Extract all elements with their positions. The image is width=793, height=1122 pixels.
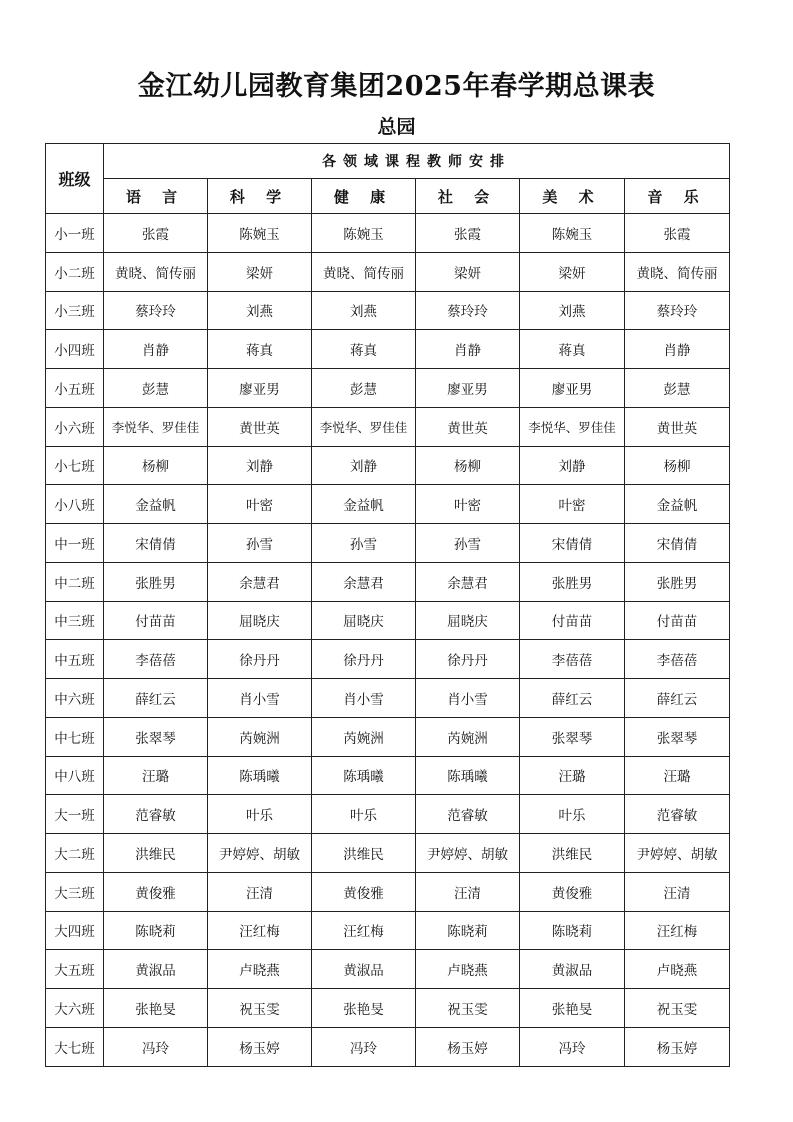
table-row: [46, 795, 730, 834]
class-name-cell: 小二班: [46, 252, 104, 291]
teacher-cell: 范睿敏: [416, 795, 520, 834]
teacher-arrangement-header: 各领域课程教师安排: [104, 144, 730, 179]
teacher-cell: 余慧君: [312, 562, 416, 601]
teacher-cell: 刘静: [208, 446, 312, 485]
table-row: [46, 291, 730, 330]
class-name-cell: 中二班: [46, 562, 104, 601]
class-name-cell: 中七班: [46, 717, 104, 756]
teacher-cell: 刘燕: [208, 291, 312, 330]
teacher-cell: 刘静: [312, 446, 416, 485]
teacher-cell: 范睿敏: [104, 795, 208, 834]
teacher-cell: 叶乐: [520, 795, 625, 834]
teacher-cell: 黄晓、简传丽: [312, 252, 416, 291]
header-row-subjects: [46, 179, 730, 214]
teacher-cell: 彭慧: [312, 369, 416, 408]
table-row: [46, 485, 730, 524]
teacher-cell: 张胜男: [625, 562, 730, 601]
subject-header-language: 语 言: [104, 179, 208, 214]
teacher-cell: 张翠琴: [520, 717, 625, 756]
teacher-cell: 冯玲: [104, 1027, 208, 1066]
class-name-cell: 小三班: [46, 291, 104, 330]
teacher-cell: 张翠琴: [625, 717, 730, 756]
table-row: [46, 252, 730, 291]
teacher-cell: 芮婉洲: [416, 717, 520, 756]
teacher-cell: 黄晓、简传丽: [625, 252, 730, 291]
class-name-cell: 大六班: [46, 989, 104, 1028]
teacher-cell: 祝玉雯: [625, 989, 730, 1028]
subject-header-music: 音 乐: [625, 179, 730, 214]
teacher-cell: 梁妍: [208, 252, 312, 291]
teacher-cell: 余慧君: [416, 562, 520, 601]
table-row: [46, 369, 730, 408]
teacher-cell: 李蓓蓓: [104, 640, 208, 679]
teacher-cell: 张胜男: [520, 562, 625, 601]
teacher-cell: 黄世英: [625, 407, 730, 446]
teacher-cell: 陈瑀曦: [312, 756, 416, 795]
teacher-cell: 廖亚男: [208, 369, 312, 408]
teacher-cell: 汪璐: [104, 756, 208, 795]
class-name-cell: 大三班: [46, 872, 104, 911]
class-name-cell: 大四班: [46, 911, 104, 950]
teacher-cell: 肖小雪: [208, 679, 312, 718]
class-name-cell: 小四班: [46, 330, 104, 369]
teacher-cell: 金益帆: [312, 485, 416, 524]
teacher-cell: 陈婉玉: [312, 214, 416, 253]
table-row: [46, 834, 730, 873]
class-name-cell: 大七班: [46, 1027, 104, 1066]
teacher-cell: 薛红云: [625, 679, 730, 718]
teacher-cell: 金益帆: [625, 485, 730, 524]
teacher-cell: 肖静: [625, 330, 730, 369]
teacher-cell: 叶密: [208, 485, 312, 524]
teacher-cell: 宋倩倩: [520, 524, 625, 563]
document-title: 金江幼儿园教育集团2025年春学期总课表: [137, 71, 656, 102]
teacher-cell: 刘燕: [520, 291, 625, 330]
teacher-cell: 洪维民: [520, 834, 625, 873]
teacher-cell: 金益帆: [104, 485, 208, 524]
table-row: [46, 679, 730, 718]
table-body: [46, 214, 730, 1067]
teacher-cell: 余慧君: [208, 562, 312, 601]
class-name-cell: 小六班: [46, 407, 104, 446]
teacher-cell: 洪维民: [312, 834, 416, 873]
teacher-cell: 付苗苗: [625, 601, 730, 640]
teacher-cell: 黄俊雅: [312, 872, 416, 911]
teacher-cell: 汪璐: [520, 756, 625, 795]
subject-header-society: 社 会: [416, 179, 520, 214]
teacher-cell: 李蓓蓓: [625, 640, 730, 679]
teacher-cell: 杨玉婷: [625, 1027, 730, 1066]
class-name-cell: 小八班: [46, 485, 104, 524]
teacher-cell: 洪维民: [104, 834, 208, 873]
teacher-cell: 杨柳: [625, 446, 730, 485]
teacher-cell: 黄晓、简传丽: [104, 252, 208, 291]
teacher-cell: 彭慧: [104, 369, 208, 408]
teacher-cell: 卢晓燕: [208, 950, 312, 989]
teacher-cell: 芮婉洲: [312, 717, 416, 756]
teacher-cell: 蔡玲玲: [625, 291, 730, 330]
teacher-cell: 张霞: [104, 214, 208, 253]
teacher-cell: 陈晓莉: [416, 911, 520, 950]
table-row: [46, 1027, 730, 1066]
subject-header-art: 美 术: [520, 179, 625, 214]
teacher-cell: 叶密: [520, 485, 625, 524]
teacher-cell: 黄世英: [208, 407, 312, 446]
teacher-cell: 屈晓庆: [416, 601, 520, 640]
teacher-cell: 张霞: [625, 214, 730, 253]
class-name-cell: 小一班: [46, 214, 104, 253]
teacher-cell: 范睿敏: [625, 795, 730, 834]
teacher-cell: 宋倩倩: [625, 524, 730, 563]
class-name-cell: 中一班: [46, 524, 104, 563]
teacher-cell: 黄淑品: [520, 950, 625, 989]
teacher-cell: 杨玉婷: [208, 1027, 312, 1066]
teacher-cell: 卢晓燕: [416, 950, 520, 989]
teacher-cell: 叶乐: [208, 795, 312, 834]
teacher-cell: 蒋真: [520, 330, 625, 369]
teacher-cell: 屈晓庆: [312, 601, 416, 640]
class-name-cell: 小七班: [46, 446, 104, 485]
teacher-cell: 蔡玲玲: [104, 291, 208, 330]
teacher-cell: 李蓓蓓: [520, 640, 625, 679]
teacher-cell: 张艳旻: [520, 989, 625, 1028]
teacher-cell: 汪清: [625, 872, 730, 911]
teacher-cell: 陈瑀曦: [416, 756, 520, 795]
table-row: [46, 601, 730, 640]
teacher-cell: 孙雪: [416, 524, 520, 563]
teacher-cell: 李悦华、罗佳佳: [104, 407, 208, 446]
class-name-cell: 大一班: [46, 795, 104, 834]
table-row: [46, 950, 730, 989]
teacher-cell: 蔡玲玲: [416, 291, 520, 330]
table-row: [46, 717, 730, 756]
table-row: [46, 524, 730, 563]
teacher-cell: 汪清: [208, 872, 312, 911]
table-row: [46, 756, 730, 795]
teacher-cell: 杨玉婷: [416, 1027, 520, 1066]
table-row: [46, 446, 730, 485]
teacher-cell: 徐丹丹: [312, 640, 416, 679]
class-name-cell: 大二班: [46, 834, 104, 873]
teacher-cell: 肖小雪: [416, 679, 520, 718]
teacher-cell: 宋倩倩: [104, 524, 208, 563]
header-row-group: [46, 144, 730, 179]
class-column-header: 班级: [46, 144, 104, 214]
class-name-cell: 小五班: [46, 369, 104, 408]
teacher-cell: 张霞: [416, 214, 520, 253]
teacher-cell: 尹婷婷、胡敏: [625, 834, 730, 873]
teacher-cell: 孙雪: [208, 524, 312, 563]
table-row: [46, 562, 730, 601]
teacher-cell: 祝玉雯: [208, 989, 312, 1028]
teacher-cell: 肖小雪: [312, 679, 416, 718]
teacher-cell: 陈晓莉: [520, 911, 625, 950]
teacher-cell: 黄世英: [416, 407, 520, 446]
class-name-cell: 中三班: [46, 601, 104, 640]
table-row: [46, 989, 730, 1028]
teacher-cell: 汪红梅: [208, 911, 312, 950]
table-header: [46, 144, 730, 214]
table-row: [46, 640, 730, 679]
teacher-cell: 汪红梅: [312, 911, 416, 950]
teacher-cell: 廖亚男: [520, 369, 625, 408]
teacher-cell: 徐丹丹: [416, 640, 520, 679]
table-row: [46, 330, 730, 369]
teacher-cell: 徐丹丹: [208, 640, 312, 679]
teacher-cell: 付苗苗: [520, 601, 625, 640]
teacher-cell: 肖静: [416, 330, 520, 369]
teacher-cell: 梁妍: [416, 252, 520, 291]
teacher-cell: 冯玲: [312, 1027, 416, 1066]
teacher-cell: 冯玲: [520, 1027, 625, 1066]
teacher-cell: 尹婷婷、胡敏: [416, 834, 520, 873]
teacher-cell: 祝玉雯: [416, 989, 520, 1028]
teacher-cell: 廖亚男: [416, 369, 520, 408]
table-row: [46, 911, 730, 950]
teacher-cell: 黄淑品: [312, 950, 416, 989]
subject-header-health: 健 康: [312, 179, 416, 214]
teacher-cell: 张翠琴: [104, 717, 208, 756]
teacher-cell: 陈瑀曦: [208, 756, 312, 795]
teacher-cell: 叶密: [416, 485, 520, 524]
schedule-table: [45, 143, 730, 1067]
table-row: [46, 872, 730, 911]
teacher-cell: 蒋真: [208, 330, 312, 369]
teacher-cell: 陈婉玉: [208, 214, 312, 253]
teacher-cell: 梁妍: [520, 252, 625, 291]
teacher-cell: 李悦华、罗佳佳: [520, 407, 625, 446]
teacher-cell: 芮婉洲: [208, 717, 312, 756]
teacher-cell: 屈晓庆: [208, 601, 312, 640]
teacher-cell: 刘燕: [312, 291, 416, 330]
teacher-cell: 汪清: [416, 872, 520, 911]
teacher-cell: 彭慧: [625, 369, 730, 408]
teacher-cell: 尹婷婷、胡敏: [208, 834, 312, 873]
teacher-cell: 张胜男: [104, 562, 208, 601]
teacher-cell: 黄俊雅: [104, 872, 208, 911]
table-row: [46, 214, 730, 253]
teacher-cell: 黄淑品: [104, 950, 208, 989]
class-name-cell: 中五班: [46, 640, 104, 679]
teacher-cell: 陈婉玉: [520, 214, 625, 253]
teacher-cell: 汪璐: [625, 756, 730, 795]
teacher-cell: 汪红梅: [625, 911, 730, 950]
teacher-cell: 薛红云: [520, 679, 625, 718]
teacher-cell: 叶乐: [312, 795, 416, 834]
teacher-cell: 杨柳: [416, 446, 520, 485]
teacher-cell: 卢晓燕: [625, 950, 730, 989]
subject-header-science: 科 学: [208, 179, 312, 214]
class-name-cell: 大五班: [46, 950, 104, 989]
teacher-cell: 孙雪: [312, 524, 416, 563]
teacher-cell: 杨柳: [104, 446, 208, 485]
class-name-cell: 中六班: [46, 679, 104, 718]
table-row: [46, 407, 730, 446]
teacher-cell: 张艳旻: [312, 989, 416, 1028]
teacher-cell: 李悦华、罗佳佳: [312, 407, 416, 446]
teacher-cell: 张艳旻: [104, 989, 208, 1028]
document-subtitle: 总园: [377, 116, 416, 138]
class-name-cell: 中八班: [46, 756, 104, 795]
teacher-cell: 薛红云: [104, 679, 208, 718]
teacher-cell: 肖静: [104, 330, 208, 369]
teacher-cell: 黄俊雅: [520, 872, 625, 911]
teacher-cell: 付苗苗: [104, 601, 208, 640]
teacher-cell: 刘静: [520, 446, 625, 485]
teacher-cell: 蒋真: [312, 330, 416, 369]
teacher-cell: 陈晓莉: [104, 911, 208, 950]
